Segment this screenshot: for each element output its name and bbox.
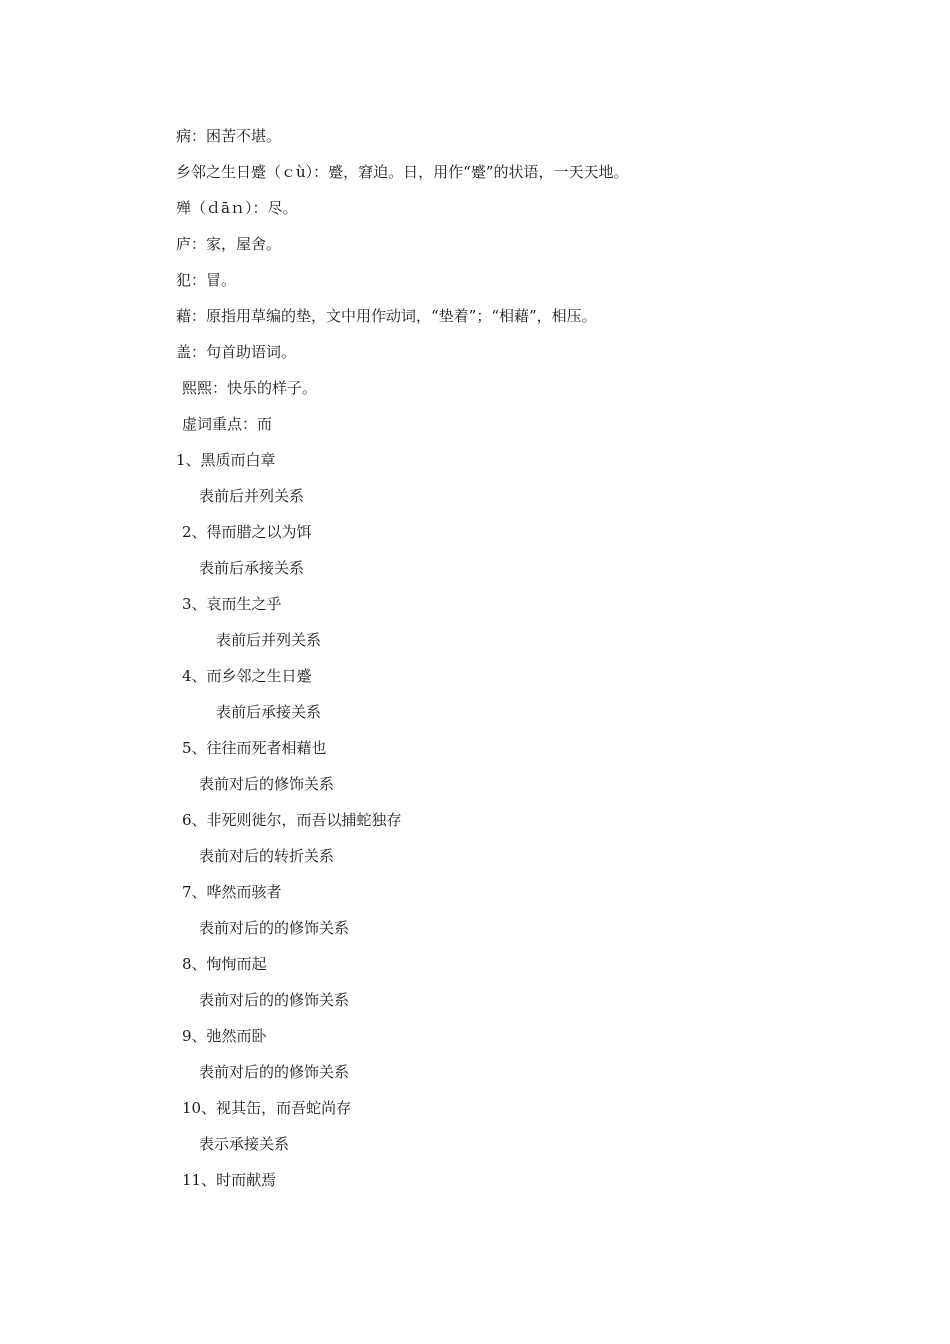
text-line: 7、哗然而骇者 xyxy=(182,883,282,901)
text-line: 表示承接关系 xyxy=(199,1135,290,1153)
text-line: 殚（ｄāｎ）：尽。 xyxy=(176,199,298,217)
text-line: 熙熙：快乐的样子。 xyxy=(182,379,318,397)
text-line: 虚词重点：而 xyxy=(182,415,273,433)
text-line: 表前对后的修饰关系 xyxy=(199,775,335,793)
text-line: 3、哀而生之乎 xyxy=(182,595,282,613)
text-line: 2、得而腊之以为饵 xyxy=(182,523,312,541)
text-line: 表前对后的的修饰关系 xyxy=(199,1063,350,1081)
text-line: 藉：原指用草编的垫，文中用作动词，“垫着”；“相藉”，相压。 xyxy=(176,307,597,325)
text-line: 表前后并列关系 xyxy=(216,631,322,649)
text-line: 表前后并列关系 xyxy=(199,487,305,505)
text-line: 表前后承接关系 xyxy=(199,559,305,577)
text-line: 表前后承接关系 xyxy=(216,703,322,721)
text-line: 1、黑质而白章 xyxy=(176,451,276,469)
text-line: 4、而乡邻之生日蹙 xyxy=(182,667,312,685)
text-line: 表前对后的的修饰关系 xyxy=(199,991,350,1009)
text-line: 盖：句首助语词。 xyxy=(176,343,297,361)
text-line: 9、弛然而卧 xyxy=(182,1027,267,1045)
text-line: 病：困苦不堪。 xyxy=(176,127,282,145)
text-line: 5、往往而死者相藉也 xyxy=(182,739,327,757)
text-line: 表前对后的的修饰关系 xyxy=(199,919,350,937)
text-line: 6、非死则徙尔，而吾以捕蛇独存 xyxy=(182,811,402,829)
text-line: 10、视其缶，而吾蛇尚存 xyxy=(182,1099,352,1117)
text-line: 犯：冒。 xyxy=(176,271,237,289)
text-line: 11、时而献焉 xyxy=(182,1171,277,1189)
text-line: 8、恂恂而起 xyxy=(182,955,267,973)
text-line: 庐：家，屋舍。 xyxy=(176,235,282,253)
text-line: 表前对后的转折关系 xyxy=(199,847,335,865)
text-line: 乡邻之生日蹙（ｃù）：蹙，窘迫。日，用作“蹙”的状语，一天天地。 xyxy=(176,163,629,181)
